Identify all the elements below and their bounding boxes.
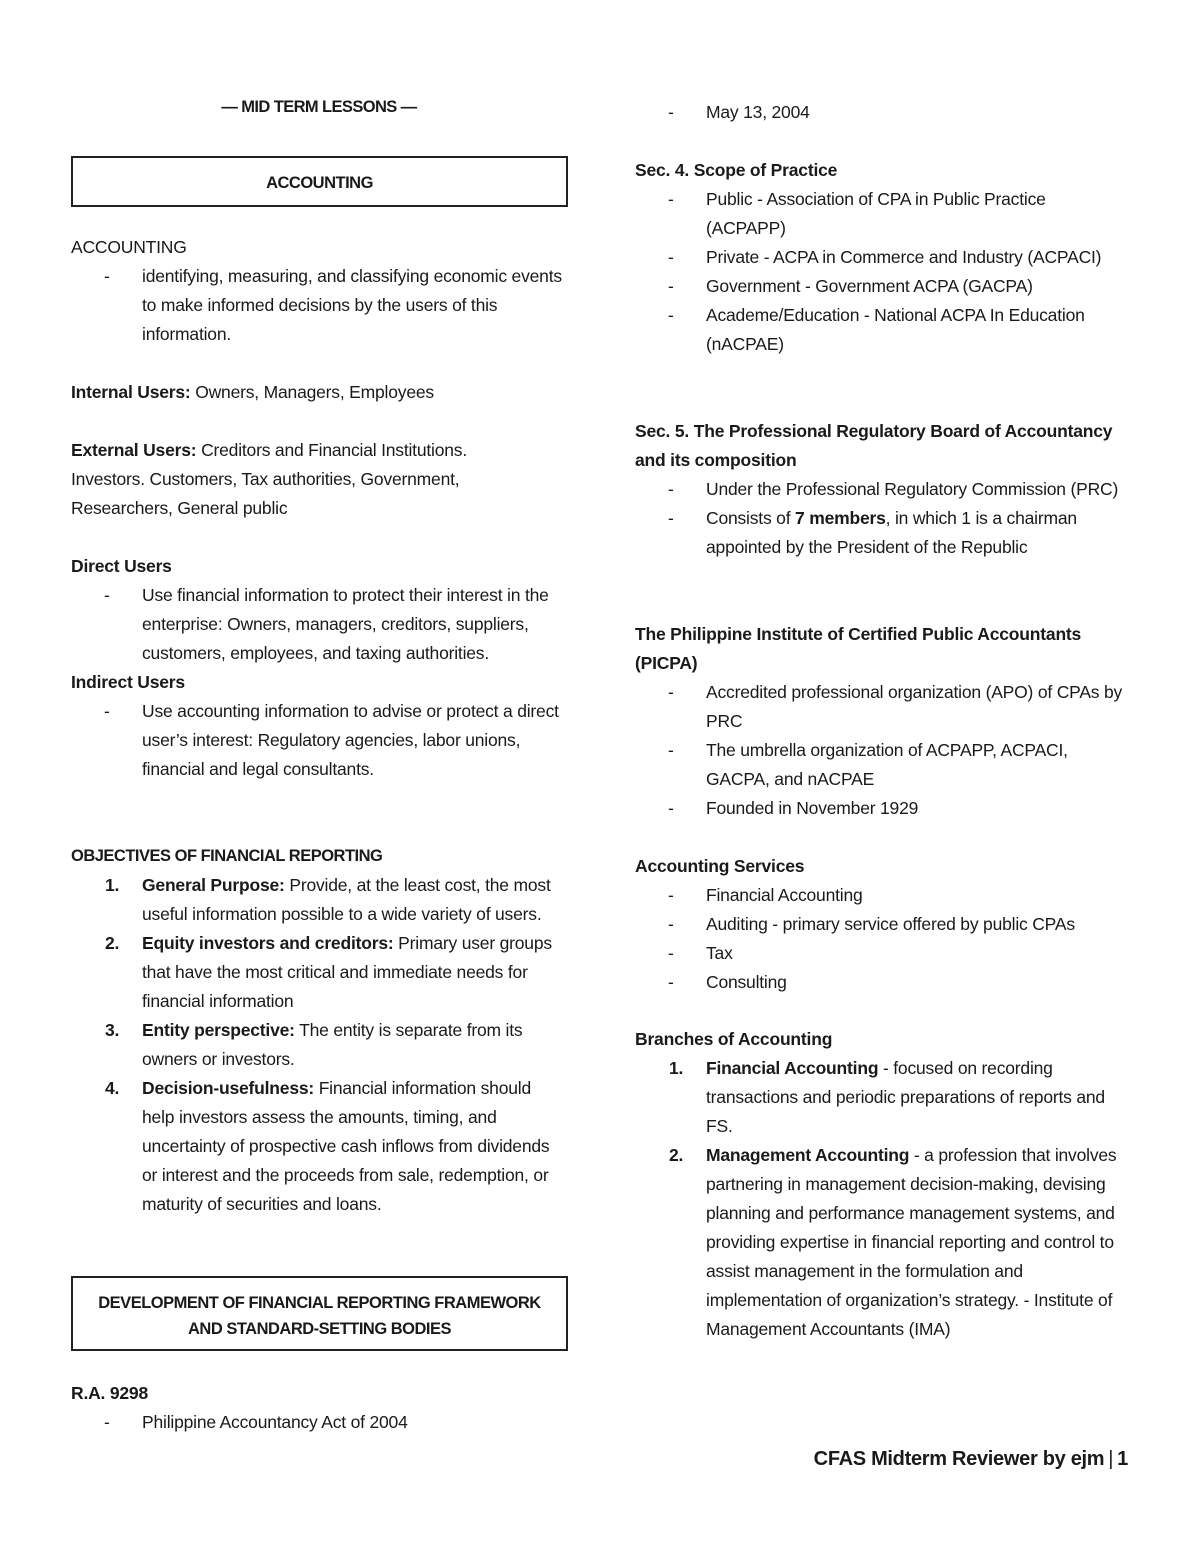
sec4-item: - Public - Association of CPA in Public Practice (ACPAPP) — [635, 185, 1126, 243]
sec5-item: - Under the Professional Regulatory Commission (PRC) — [635, 475, 1126, 504]
picpa-item: - The umbrella organization of ACPAPP, ACPACI, GACPA, and nACPAE — [635, 736, 1126, 794]
accounting-definition-block — [71, 233, 571, 349]
service-item: - Tax — [635, 939, 1135, 968]
direct-users-text: - Use financial information to protect their interest in the enterprise: Owners, managers, creditors, suppliers, customers, employees, and taxing authorities. — [71, 581, 562, 668]
framework-box-line1: DEVELOPMENT OF FINANCIAL REPORTING FRAMEWORK — [98, 1294, 541, 1312]
branches-block — [635, 1025, 1135, 1344]
external-users-block — [71, 436, 511, 523]
service-item: - Auditing - primary service offered by public CPAs — [635, 910, 1135, 939]
ra-date-block — [635, 98, 1135, 127]
branches-heading: Branches of Accounting — [635, 1029, 833, 1049]
external-users-text: Creditors and Financial Institutions. Investors. Customers, Tax authorities, Government, Researchers, General public — [71, 440, 467, 518]
accounting-heading: ACCOUNTING — [71, 237, 187, 257]
branch-item: 2. Management Accounting - a profession that involves partnering in management decision-making, devising planning and performance management systems, and providing expertise in financial reporting and control to assist management in the formulation and implementation of organization’s strategy. - Institute of Management Accountants (IMA) — [669, 1145, 1117, 1339]
sec5-heading: Sec. 5. The Professional Regulatory Board of Accountancy and its composition — [635, 421, 1113, 470]
objective-item: 3. Entity perspective: The entity is separate from its owners or investors. — [105, 1020, 523, 1069]
sec5-block — [635, 417, 1135, 562]
framework-section-box — [71, 1276, 568, 1351]
footer-separator: | — [1108, 1448, 1114, 1470]
framework-box-line2: AND STANDARD-SETTING BODIES — [187, 1320, 452, 1338]
objective-item: 1. General Purpose: Provide, at the least cost, the most useful information possible to a wide variety of users. — [105, 875, 551, 924]
sec4-heading: Sec. 4. Scope of Practice — [635, 160, 838, 180]
direct-users-block — [71, 552, 571, 784]
page-title: — MID TERM LESSONS — — [221, 98, 417, 116]
ra-9298-item: - Philippine Accountancy Act of 2004 — [71, 1408, 571, 1437]
picpa-item: - Accredited professional organization (APO) of CPAs by PRC — [635, 678, 1126, 736]
service-item: - Consulting — [635, 968, 1135, 997]
picpa-block — [635, 620, 1135, 823]
indirect-users-heading: Indirect Users — [71, 672, 185, 692]
ra-9298-heading: R.A. 9298 — [71, 1383, 148, 1403]
sec4-item: - Private - ACPA in Commerce and Industry (ACPACI) — [635, 243, 1126, 272]
objectives-heading: OBJECTIVES OF FINANCIAL REPORTING — [71, 847, 383, 865]
direct-users-heading: Direct Users — [71, 556, 172, 576]
internal-users-block — [71, 378, 571, 407]
internal-users-label: Internal Users: — [71, 382, 191, 402]
branch-item: 1. Financial Accounting - focused on recording transactions and periodic preparations of reports and FS. — [669, 1058, 1105, 1136]
picpa-item: - Founded in November 1929 — [635, 794, 1126, 823]
sec4-block — [635, 156, 1135, 359]
accounting-section-box: ACCOUNTING — [71, 156, 568, 207]
ra-9298-date: - May 13, 2004 — [635, 98, 1135, 127]
sec5-item: - Consists of 7 members, in which 1 is a chairman appointed by the President of the Republic — [635, 504, 1126, 562]
page-number: 1 — [1117, 1448, 1128, 1470]
services-block — [635, 852, 1135, 997]
objectives-block — [71, 842, 571, 1219]
services-heading: Accounting Services — [635, 856, 805, 876]
service-item: - Financial Accounting — [635, 881, 1135, 910]
sec4-item: - Government - Government ACPA (GACPA) — [635, 272, 1126, 301]
accounting-definition: - identifying, measuring, and classifying economic events to make informed decisions by the users of this information. — [71, 262, 562, 349]
external-users-label: External Users: — [71, 440, 197, 460]
ra-9298-block — [71, 1379, 571, 1437]
sec4-item: - Academe/Education - National ACPA In Education (nACPAE) — [635, 301, 1126, 359]
picpa-heading: The Philippine Institute of Certified Public Accountants (PICPA) — [635, 624, 1082, 673]
footer-title: CFAS Midterm Reviewer by ejm — [813, 1448, 1105, 1470]
objective-item: 2. Equity investors and creditors: Primary user groups that have the most critical and immediate needs for financial information — [105, 933, 552, 1011]
page-footer — [700, 1448, 1128, 1471]
internal-users-text: Owners, Managers, Employees — [190, 382, 434, 402]
indirect-users-text: - Use accounting information to advise or protect a direct user’s interest: Regulatory agencies, labor unions, financial and legal consultants. — [71, 697, 562, 784]
objective-item: 4. Decision-usefulness: Financial information should help investors assess the amounts, timing, and uncertainty of prospective cash inflows from dividends or interest and the proceeds from sale, redemption, or maturity of securities and loans. — [105, 1078, 550, 1214]
